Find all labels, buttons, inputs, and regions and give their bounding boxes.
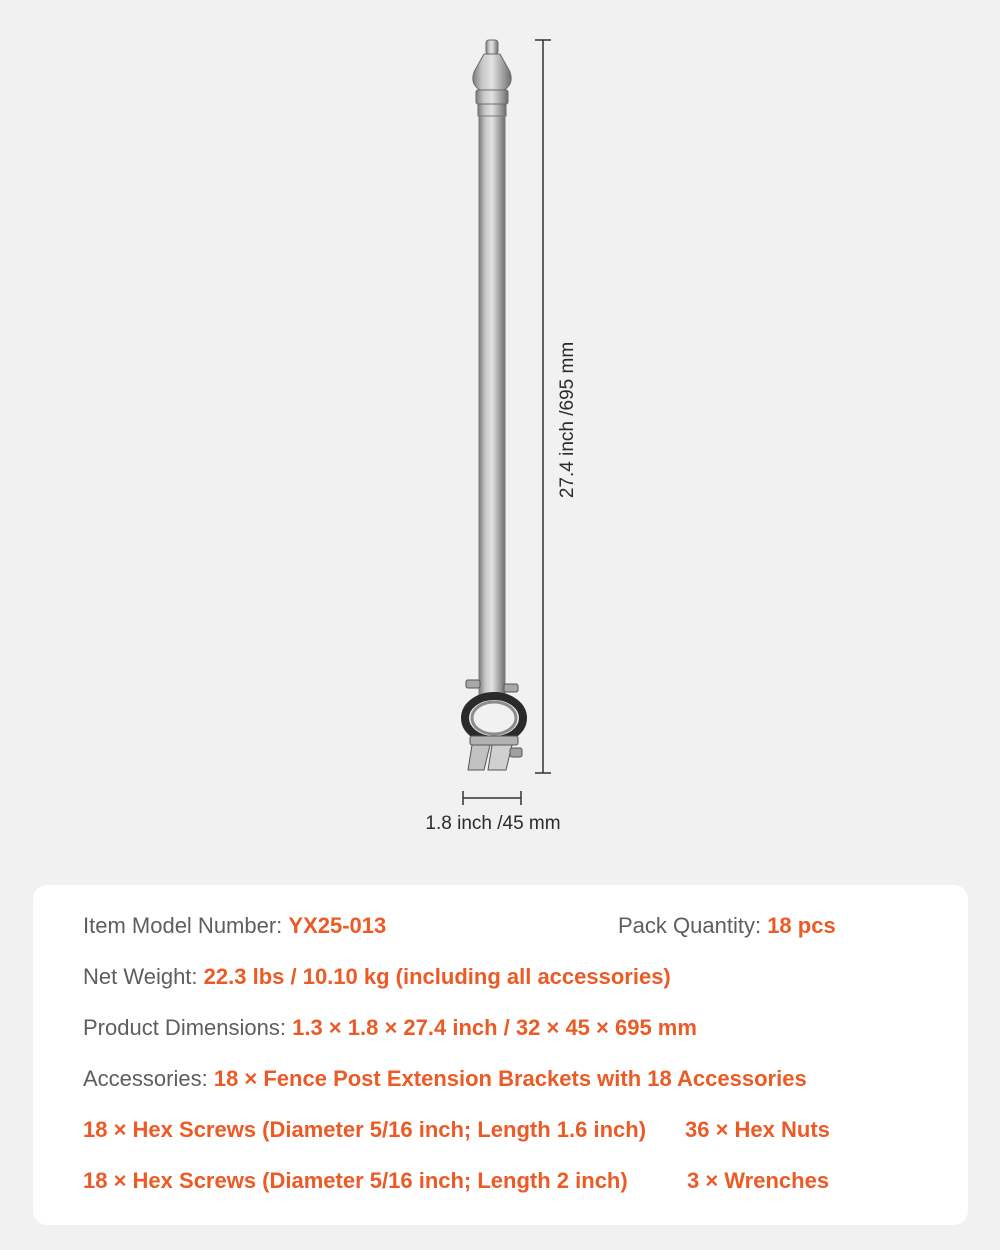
- width-dimension-line: [463, 791, 521, 805]
- hex-nuts: 36 × Hex Nuts: [685, 1117, 830, 1142]
- height-dimension-line: [535, 40, 551, 773]
- model-row: [83, 913, 386, 939]
- model-value: YX25-013: [288, 913, 387, 938]
- dimensions-value: 1.3 × 1.8 × 27.4 inch / 32 × 45 × 695 mm: [292, 1015, 697, 1040]
- spec-card: [33, 885, 968, 1225]
- hex-screws-long: 18 × Hex Screws (Diameter 5/16 inch; Length 2 inch): [83, 1168, 628, 1193]
- accessories-row: [83, 1066, 807, 1092]
- pack-row: [618, 913, 836, 939]
- weight-label: Net Weight:: [83, 964, 204, 989]
- fence-post-extension: [465, 40, 523, 770]
- wrenches: 3 × Wrenches: [687, 1168, 830, 1193]
- height-dimension-label: 27.4 inch /695 mm: [557, 341, 578, 499]
- dimensions-label: Product Dimensions:: [83, 1015, 293, 1040]
- weight-value: 22.3 lbs / 10.10 kg (including all accessories): [203, 964, 671, 989]
- weight-row: [83, 964, 671, 990]
- hex-screws-short: 18 × Hex Screws (Diameter 5/16 inch; Length 1.6 inch): [83, 1117, 647, 1142]
- pack-label: Pack Quantity:: [618, 913, 768, 938]
- dimensions-row: [83, 1015, 697, 1041]
- pack-value: 18 pcs: [767, 913, 836, 938]
- accessories-label: Accessories:: [83, 1066, 214, 1091]
- accessories-value: 18 × Fence Post Extension Brackets with 18 Accessories: [213, 1066, 807, 1091]
- model-label: Item Model Number:: [83, 913, 289, 938]
- width-dimension-label: 1.8 inch /45 mm: [425, 813, 561, 834]
